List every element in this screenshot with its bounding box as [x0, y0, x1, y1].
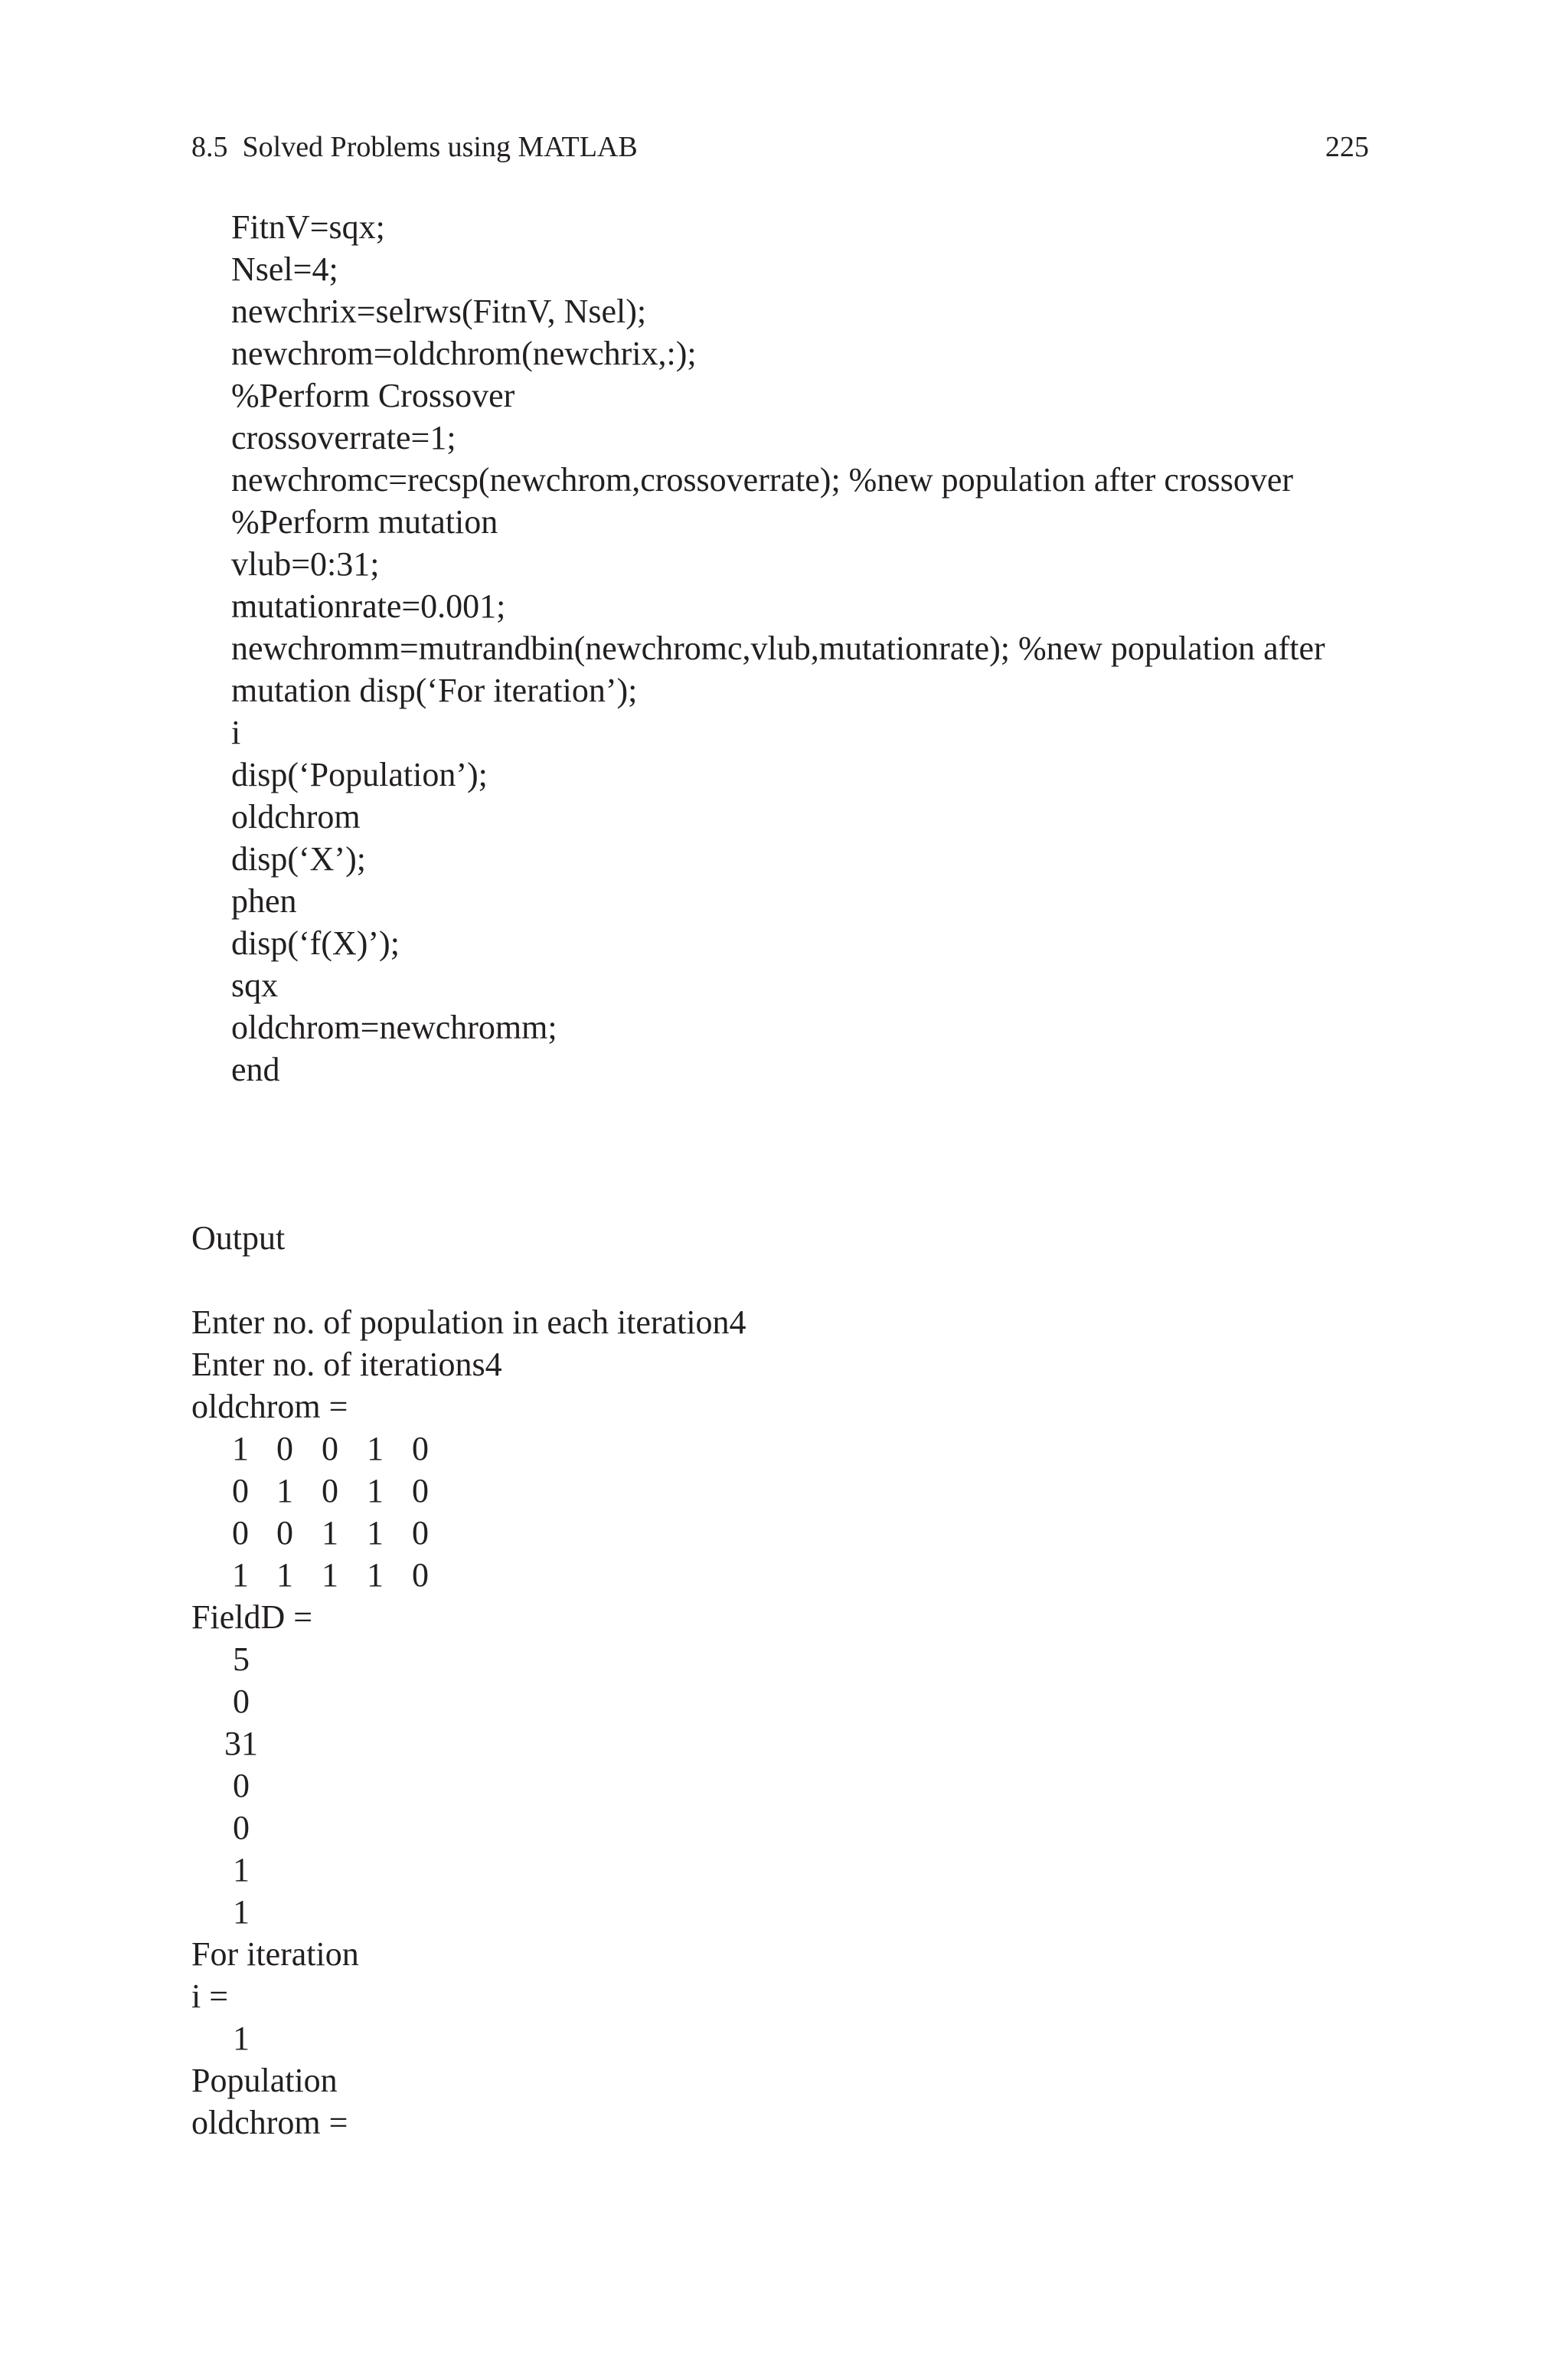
fieldd-value: 0	[233, 1767, 250, 1804]
matrix-cell: 1	[232, 1430, 249, 1467]
code-line: oldchrom=newchromm;	[231, 1009, 557, 1046]
matrix-cell: 1	[276, 1472, 293, 1509]
code-line: newchromc=recsp(newchrom,crossoverrate); %new population after crossover	[231, 461, 1294, 499]
prompt-iterations: Enter no. of iterations4	[191, 1346, 502, 1383]
fieldd-value: 5	[233, 1640, 250, 1678]
i-label: i =	[191, 1977, 229, 2015]
matrix-cell: 0	[322, 1472, 338, 1509]
population-label: Population	[191, 2062, 338, 2099]
code-line: mutation disp(‘For iteration’);	[231, 672, 638, 709]
for-iteration-label: For iteration	[191, 1935, 359, 1973]
code-line: crossoverrate=1;	[231, 419, 456, 456]
code-line: newchromm=mutrandbin(newchromc,vlub,mutationrate); %new population after	[231, 630, 1325, 667]
matrix-cell: 1	[367, 1472, 384, 1509]
prompt-population: Enter no. of population in each iteration4	[191, 1303, 746, 1341]
fieldd-value: 0	[233, 1809, 250, 1846]
section-title: 8.5 Solved Problems using MATLAB	[191, 131, 638, 163]
code-line: disp(‘f(X)’);	[231, 924, 400, 962]
fieldd-value: 1	[233, 1851, 250, 1889]
fieldd-value: 0	[233, 1683, 250, 1720]
matrix-cell: 0	[412, 1430, 429, 1467]
matrix-cell: 1	[276, 1556, 293, 1594]
matrix-cell: 1	[322, 1514, 338, 1552]
code-line: disp(‘X’);	[231, 840, 366, 878]
code-line: end	[231, 1051, 280, 1088]
code-line: newchrom=oldchrom(newchrix,:);	[231, 335, 697, 372]
matrix-cell: 0	[232, 1472, 249, 1509]
matrix-cell: 0	[322, 1430, 338, 1467]
code-line: disp(‘Population’);	[231, 756, 488, 793]
code-line: vlub=0:31;	[231, 545, 380, 583]
matrix-cell: 1	[367, 1514, 384, 1552]
code-line: i	[231, 714, 241, 751]
code-line: %Perform Crossover	[231, 377, 515, 414]
matrix-row	[231, 1555, 476, 1596]
matrix-cell: 1	[367, 1556, 384, 1594]
page-number: 225	[1325, 131, 1369, 163]
fieldd-value: 1	[233, 1893, 250, 1931]
matrix-cell: 0	[276, 1430, 293, 1467]
matrix-cell: 0	[412, 1472, 429, 1509]
matrix-cell: 0	[276, 1514, 293, 1552]
output-heading: Output	[191, 1219, 286, 1257]
matrix-row	[231, 1470, 476, 1512]
code-line: FitnV=sqx;	[231, 208, 385, 246]
matrix-cell: 0	[412, 1556, 429, 1594]
code-line: oldchrom	[231, 798, 361, 836]
code-line: %Perform mutation	[231, 503, 498, 541]
code-line: mutationrate=0.001;	[231, 587, 506, 625]
code-line: sqx	[231, 966, 279, 1004]
oldchrom-label: oldchrom =	[191, 1388, 348, 1425]
i-value: 1	[233, 2020, 250, 2057]
matrix-cell: 1	[322, 1556, 338, 1594]
matrix-row	[231, 1428, 476, 1470]
matrix-cell: 0	[412, 1514, 429, 1552]
code-line: Nsel=4;	[231, 250, 338, 288]
matrix-cell: 0	[232, 1514, 249, 1552]
code-line: newchrix=selrws(FitnV, Nsel);	[231, 293, 647, 330]
matrix-cell: 1	[232, 1556, 249, 1594]
fieldd-value: 31	[224, 1725, 258, 1762]
code-line: phen	[231, 882, 297, 920]
matrix-row	[231, 1513, 476, 1554]
oldchrom-label-2: oldchrom =	[191, 2104, 348, 2141]
fieldd-label: FieldD =	[191, 1598, 313, 1636]
matrix-cell: 1	[367, 1430, 384, 1467]
